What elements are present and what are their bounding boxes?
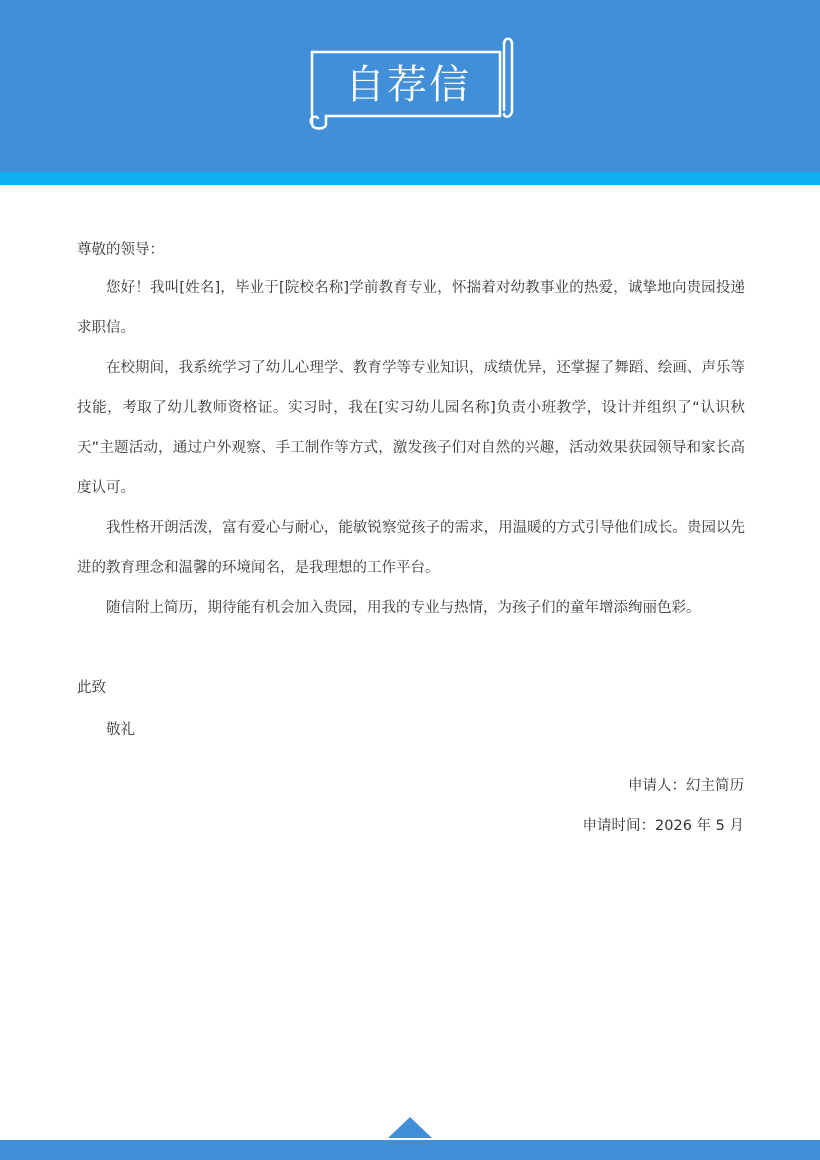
letter-body xyxy=(77,232,745,628)
salutation: 尊敬的领导： xyxy=(77,242,164,258)
page-title: 自荐信 xyxy=(345,62,471,108)
footer-bar xyxy=(0,1140,820,1160)
closing-greeting: 此致 xyxy=(77,680,106,696)
paragraph-personality: 我性格开朗活泼，富有爱心与耐心，能敏锐察觉孩子的需求，用温暖的方式引导他们成长。贵园以先进的教育理念和温馨的环境闻名，是我理想的工作平台。 xyxy=(77,520,745,576)
header-stripe xyxy=(0,172,820,185)
closing-salute: 敬礼 xyxy=(106,722,135,738)
applicant-signature: 申请人：幻主简历 xyxy=(628,778,744,794)
paragraph-intro: 您好！我叫[姓名]，毕业于[院校名称]学前教育专业，怀揣着对幼教事业的热爱，诚挚地向贵园投递求职信。 xyxy=(77,280,745,336)
paragraph-education: 在校期间，我系统学习了幼儿心理学、教育学等专业知识，成绩优异，还掌握了舞蹈、绘画、声乐等技能，考取了幼儿教师资格证。实习时，我在[实习幼儿园名称]负责小班教学，设计并组织了“认识秋天”主题活动，通过户外观察、手工制作等方式，激发孩子们对自然的兴趣，活动效果获园领导和家长高度认可。 xyxy=(77,360,745,496)
paragraph-closing: 随信附上简历，期待能有机会加入贵园，用我的专业与热情，为孩子们的童年增添绚丽色彩。 xyxy=(106,600,701,616)
triangle-up-icon xyxy=(388,1117,432,1138)
application-date: 申请时间：2026 年 5 月 xyxy=(582,818,744,834)
